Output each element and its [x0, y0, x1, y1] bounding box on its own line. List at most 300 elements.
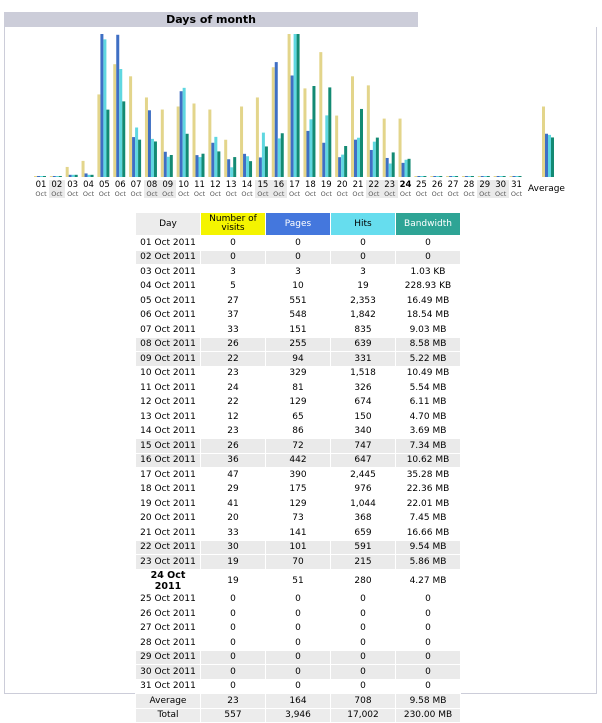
- cell-pages: 10: [266, 279, 331, 294]
- bar-bandwidth-day-22: [376, 138, 379, 177]
- cell-pages: 72: [266, 439, 331, 454]
- bar-visits-day-28: [462, 176, 465, 177]
- cell-visits: 29: [201, 482, 266, 497]
- bar-bandwidth-day-16: [281, 133, 284, 177]
- cell-day: 30 Oct 2011: [136, 665, 201, 680]
- cell-pages: 329: [266, 366, 331, 381]
- cell-visits: 30: [201, 540, 266, 555]
- cell-bandwidth: 16.66 MB: [396, 526, 461, 541]
- day-number: 16: [273, 180, 285, 190]
- cell-pages: 551: [266, 294, 331, 309]
- bar-hits-day-31: [516, 176, 519, 177]
- bar-hits-day-29: [484, 176, 487, 177]
- day-label-24: [398, 180, 414, 198]
- day-month: Oct: [130, 190, 142, 198]
- table-row: [136, 569, 461, 592]
- cell-pages: 0: [266, 592, 331, 607]
- bar-bandwidth-day-20: [344, 146, 347, 177]
- table-row: [136, 607, 461, 622]
- bar-bandwidth-day-8: [154, 141, 157, 177]
- cell-day: 03 Oct 2011: [136, 265, 201, 280]
- bar-pages-day-8: [148, 110, 151, 177]
- table-row: [136, 236, 461, 251]
- bar-hits-day-19: [325, 115, 328, 177]
- day-month: Oct: [67, 190, 79, 198]
- bar-pages-day-9: [164, 152, 167, 177]
- bar-bandwidth-day-1: [43, 176, 46, 177]
- cell-day: 07 Oct 2011: [136, 323, 201, 338]
- cell-pages: 0: [266, 607, 331, 622]
- day-label-06: [112, 180, 128, 198]
- total-row: [136, 708, 461, 723]
- table-row: [136, 511, 461, 526]
- day-label-26: [429, 180, 445, 198]
- bar-hits-day-15: [262, 133, 265, 177]
- cell-bandwidth: 3.69 MB: [396, 424, 461, 439]
- bar-hits-day-7: [135, 128, 138, 177]
- bar-visits-day-19: [319, 52, 322, 177]
- cell-day: 31 Oct 2011: [136, 679, 201, 694]
- cell-hits: 674: [331, 395, 396, 410]
- cell-pages: 151: [266, 323, 331, 338]
- bar-visits-day-25: [414, 176, 417, 177]
- cell-day: 23 Oct 2011: [136, 555, 201, 570]
- day-month: Oct: [257, 190, 269, 198]
- bar-bandwidth-day-15: [265, 146, 268, 177]
- day-number: 11: [194, 180, 205, 190]
- header-day: Day: [136, 213, 201, 236]
- bar-hits-day-24: [405, 160, 408, 177]
- cell-pages: 81: [266, 381, 331, 396]
- cell-day: 26 Oct 2011: [136, 607, 201, 622]
- cell-hits: 1,518: [331, 366, 396, 381]
- bar-hits-day-9: [167, 157, 170, 177]
- bar-visits-day-10: [177, 107, 180, 177]
- table-row: [136, 308, 461, 323]
- cell-hits: 0: [331, 621, 396, 636]
- day-month: Oct: [35, 190, 47, 198]
- header-pages: Pages: [266, 213, 331, 236]
- cell-day: 19 Oct 2011: [136, 497, 201, 512]
- day-label-15: [255, 180, 271, 198]
- cell-day: 20 Oct 2011: [136, 511, 201, 526]
- day-month: Oct: [51, 190, 63, 198]
- day-month: Oct: [114, 190, 126, 198]
- table-row: [136, 526, 461, 541]
- cell-hits: 0: [331, 236, 396, 251]
- bar-visits-day-2: [50, 176, 53, 177]
- day-month: Oct: [431, 190, 443, 198]
- bar-visits-day-9: [161, 110, 164, 177]
- day-number: 05: [98, 180, 110, 190]
- day-number: 13: [225, 180, 237, 190]
- cell-visits: 26: [201, 337, 266, 352]
- bar-bandwidth-day-28: [471, 176, 474, 177]
- cell-day: 14 Oct 2011: [136, 424, 201, 439]
- cell-visits: 41: [201, 497, 266, 512]
- day-label-19: [318, 180, 334, 198]
- cell-day: 02 Oct 2011: [136, 250, 201, 265]
- day-label-21: [350, 180, 366, 198]
- cell-pages: 94: [266, 352, 331, 367]
- cell-day: 25 Oct 2011: [136, 592, 201, 607]
- average-label-cell: Average: [136, 694, 201, 709]
- cell-day: 06 Oct 2011: [136, 308, 201, 323]
- day-month: Oct: [336, 190, 348, 198]
- bar-visits-day-22: [367, 85, 370, 177]
- bar-hits-day-10: [183, 88, 186, 177]
- table-row: [136, 381, 461, 396]
- cell-hits: 659: [331, 526, 396, 541]
- cell-day: 27 Oct 2011: [136, 621, 201, 636]
- bar-visits-day-26: [430, 176, 433, 177]
- cell-day: 24 Oct 2011: [136, 569, 201, 592]
- cell-bandwidth: 0: [396, 607, 461, 622]
- bar-bandwidth-day-18: [312, 86, 315, 177]
- day-number: 17: [289, 180, 300, 190]
- bar-visits-day-30: [494, 176, 497, 177]
- day-label-22: [366, 180, 382, 198]
- bar-pages-day-7: [132, 137, 135, 177]
- day-month: Oct: [399, 190, 412, 198]
- bar-bandwidth-day-31: [519, 176, 522, 177]
- bar-bandwidth-day-2: [59, 176, 62, 177]
- day-month: Oct: [98, 190, 111, 198]
- average-visits-cell: 23: [201, 694, 266, 709]
- cell-bandwidth: 7.34 MB: [396, 439, 461, 454]
- bar-hits-day-11: [199, 157, 202, 177]
- bar-hits-day-21: [357, 138, 360, 177]
- day-month: Oct: [510, 190, 523, 198]
- day-label-23: [382, 180, 398, 198]
- day-month: Oct: [193, 190, 206, 198]
- bar-visits-day-20: [335, 116, 338, 177]
- bar-pages-average: [545, 134, 548, 177]
- cell-pages: 0: [266, 665, 331, 680]
- bar-hits-day-22: [373, 142, 376, 177]
- table-row: [136, 453, 461, 468]
- bar-visits-day-13: [224, 140, 227, 177]
- day-month: Oct: [495, 190, 507, 198]
- cell-bandwidth: 10.62 MB: [396, 453, 461, 468]
- day-label-13: [223, 180, 239, 198]
- cell-hits: 0: [331, 592, 396, 607]
- cell-visits: 0: [201, 592, 266, 607]
- cell-pages: 255: [266, 337, 331, 352]
- cell-bandwidth: 6.11 MB: [396, 395, 461, 410]
- total-hits-cell: 17,002: [331, 708, 396, 723]
- table-row: [136, 636, 461, 651]
- day-month: Oct: [162, 190, 174, 198]
- day-label-28: [461, 180, 477, 198]
- cell-hits: 1,842: [331, 308, 396, 323]
- cell-visits: 22: [201, 352, 266, 367]
- cell-day: 21 Oct 2011: [136, 526, 201, 541]
- bar-pages-day-22: [370, 150, 373, 177]
- cell-day: 08 Oct 2011: [136, 337, 201, 352]
- bar-hits-day-26: [436, 176, 439, 177]
- day-label-17: [287, 180, 303, 198]
- cell-pages: 129: [266, 395, 331, 410]
- cell-bandwidth: 0: [396, 665, 461, 680]
- cell-bandwidth: 4.70 MB: [396, 410, 461, 425]
- cell-pages: 51: [266, 569, 331, 592]
- day-month: Oct: [415, 190, 428, 198]
- day-label-01: [33, 180, 49, 198]
- cell-bandwidth: 10.49 MB: [396, 366, 461, 381]
- table-row: [136, 679, 461, 694]
- cell-day: 04 Oct 2011: [136, 279, 201, 294]
- day-label-20: [334, 180, 350, 198]
- cell-bandwidth: 16.49 MB: [396, 294, 461, 309]
- cell-day: 29 Oct 2011: [136, 650, 201, 665]
- bar-hits-day-30: [500, 176, 503, 177]
- table-row: [136, 250, 461, 265]
- cell-hits: 0: [331, 636, 396, 651]
- bar-bandwidth-day-25: [423, 176, 426, 177]
- cell-bandwidth: 9.03 MB: [396, 323, 461, 338]
- cell-bandwidth: 9.54 MB: [396, 540, 461, 555]
- bar-bandwidth-day-3: [75, 175, 78, 177]
- bar-visits-day-18: [303, 88, 306, 177]
- cell-hits: 0: [331, 250, 396, 265]
- cell-bandwidth: 0: [396, 592, 461, 607]
- daily-stats-table: [135, 212, 461, 723]
- cell-day: 10 Oct 2011: [136, 366, 201, 381]
- table-row: [136, 555, 461, 570]
- bar-hits-day-18: [309, 119, 312, 177]
- table-row: [136, 265, 461, 280]
- bar-pages-day-16: [275, 62, 278, 177]
- table-row: [136, 621, 461, 636]
- bar-visits-day-6: [113, 64, 116, 177]
- cell-visits: 22: [201, 395, 266, 410]
- bar-visits-day-4: [82, 161, 85, 177]
- day-number: 30: [495, 180, 507, 190]
- bar-pages-day-25: [417, 176, 420, 177]
- cell-pages: 0: [266, 679, 331, 694]
- cell-bandwidth: 1.03 KB: [396, 265, 461, 280]
- cell-pages: 0: [266, 250, 331, 265]
- bar-bandwidth-day-21: [360, 109, 363, 177]
- cell-pages: 129: [266, 497, 331, 512]
- cell-hits: 0: [331, 679, 396, 694]
- cell-visits: 23: [201, 366, 266, 381]
- cell-bandwidth: 35.28 MB: [396, 468, 461, 483]
- bar-visits-day-7: [129, 76, 132, 177]
- cell-hits: 1,044: [331, 497, 396, 512]
- cell-pages: 390: [266, 468, 331, 483]
- bar-pages-day-24: [402, 163, 405, 177]
- cell-day: 11 Oct 2011: [136, 381, 201, 396]
- day-number: 29: [479, 180, 491, 190]
- cell-visits: 27: [201, 294, 266, 309]
- day-number: 04: [83, 180, 94, 190]
- bar-pages-day-5: [100, 34, 103, 177]
- cell-pages: 73: [266, 511, 331, 526]
- table-row: [136, 540, 461, 555]
- bar-bandwidth-day-10: [186, 134, 189, 177]
- day-label-18: [302, 180, 318, 198]
- bar-pages-day-12: [211, 143, 214, 177]
- cell-visits: 33: [201, 526, 266, 541]
- day-month: Oct: [209, 190, 221, 198]
- bar-hits-day-4: [88, 175, 91, 177]
- bar-bandwidth-day-4: [91, 175, 94, 177]
- bar-hits-day-1: [40, 176, 43, 177]
- cell-hits: 835: [331, 323, 396, 338]
- bar-bandwidth-day-12: [217, 151, 220, 177]
- day-number: 23: [384, 180, 396, 190]
- bar-visits-day-3: [66, 167, 69, 177]
- cell-day: 17 Oct 2011: [136, 468, 201, 483]
- day-month: Oct: [304, 190, 317, 198]
- day-label-05: [96, 180, 112, 198]
- day-month: Oct: [225, 190, 237, 198]
- header-visits: Number of visits: [201, 213, 266, 236]
- cell-visits: 5: [201, 279, 266, 294]
- bar-visits-day-1: [34, 176, 37, 177]
- bar-visits-day-27: [446, 176, 449, 177]
- day-month: Oct: [368, 190, 380, 198]
- bar-pages-day-1: [37, 176, 40, 177]
- day-label-14: [239, 180, 255, 198]
- table-row: [136, 665, 461, 680]
- day-number: 27: [447, 180, 459, 190]
- table-row: [136, 294, 461, 309]
- cell-day: 15 Oct 2011: [136, 439, 201, 454]
- table-row: [136, 482, 461, 497]
- cell-bandwidth: 0: [396, 250, 461, 265]
- cell-visits: 0: [201, 607, 266, 622]
- bar-hits-day-6: [119, 69, 122, 177]
- average-pages-cell: 164: [266, 694, 331, 709]
- day-number: 10: [178, 180, 190, 190]
- day-month: Oct: [352, 190, 364, 198]
- bar-pages-day-3: [69, 175, 72, 177]
- table-row: [136, 366, 461, 381]
- cell-day: 05 Oct 2011: [136, 294, 201, 309]
- cell-day: 09 Oct 2011: [136, 352, 201, 367]
- bar-bandwidth-day-24: [408, 159, 411, 177]
- cell-visits: 0: [201, 650, 266, 665]
- bar-hits-day-5: [103, 39, 106, 177]
- table-row: [136, 592, 461, 607]
- cell-hits: 368: [331, 511, 396, 526]
- day-number: 02: [51, 180, 63, 190]
- bar-hits-day-12: [214, 137, 217, 177]
- table-row: [136, 352, 461, 367]
- cell-pages: 70: [266, 555, 331, 570]
- cell-bandwidth: 22.01 MB: [396, 497, 461, 512]
- cell-pages: 86: [266, 424, 331, 439]
- cell-pages: 65: [266, 410, 331, 425]
- average-axis-label: Average: [528, 184, 565, 194]
- bar-hits-day-2: [56, 176, 59, 177]
- cell-day: 12 Oct 2011: [136, 395, 201, 410]
- bar-pages-day-31: [513, 176, 516, 177]
- average-row: [136, 694, 461, 709]
- day-label-11: [192, 180, 208, 198]
- bar-pages-day-28: [465, 176, 468, 177]
- day-number: 22: [368, 180, 380, 190]
- bar-pages-day-11: [196, 155, 199, 177]
- bar-pages-day-18: [306, 131, 309, 177]
- day-month: Oct: [479, 190, 491, 198]
- day-month: Oct: [288, 190, 301, 198]
- cell-visits: 0: [201, 236, 266, 251]
- cell-hits: 747: [331, 439, 396, 454]
- cell-bandwidth: 0: [396, 621, 461, 636]
- table-header-row: [136, 213, 461, 236]
- cell-hits: 280: [331, 569, 396, 592]
- day-number: 24: [399, 180, 412, 190]
- bar-hits-day-27: [452, 176, 455, 177]
- cell-hits: 976: [331, 482, 396, 497]
- day-number: 28: [463, 180, 475, 190]
- bar-pages-day-6: [116, 35, 119, 177]
- bar-visits-day-17: [288, 34, 291, 177]
- total-bandwidth-cell: 230.00 MB: [396, 708, 461, 723]
- bar-pages-day-17: [291, 75, 294, 177]
- section-title: Days of month: [4, 12, 418, 28]
- cell-bandwidth: 8.58 MB: [396, 337, 461, 352]
- day-number: 07: [130, 180, 142, 190]
- cell-hits: 2,445: [331, 468, 396, 483]
- header-bandwidth: Bandwidth: [396, 213, 461, 236]
- bar-visits-day-16: [272, 67, 275, 177]
- day-label-30: [493, 180, 509, 198]
- bar-pages-day-20: [338, 157, 341, 177]
- bar-hits-day-13: [230, 167, 233, 177]
- cell-pages: 442: [266, 453, 331, 468]
- cell-visits: 47: [201, 468, 266, 483]
- average-bandwidth-cell: 9.58 MB: [396, 694, 461, 709]
- day-number: 31: [511, 180, 522, 190]
- cell-hits: 215: [331, 555, 396, 570]
- cell-visits: 37: [201, 308, 266, 323]
- cell-hits: 331: [331, 352, 396, 367]
- bar-bandwidth-day-19: [328, 87, 331, 177]
- bar-pages-day-29: [481, 176, 484, 177]
- bar-visits-day-23: [383, 119, 386, 177]
- bar-visits-day-11: [193, 103, 196, 177]
- cell-pages: 0: [266, 621, 331, 636]
- cell-hits: 19: [331, 279, 396, 294]
- day-label-31: [509, 180, 525, 198]
- cell-pages: 0: [266, 650, 331, 665]
- day-month: Oct: [178, 190, 190, 198]
- cell-hits: 0: [331, 607, 396, 622]
- day-label-10: [176, 180, 192, 198]
- day-label-02: [49, 180, 65, 198]
- bar-hits-day-16: [278, 138, 281, 177]
- bar-bandwidth-day-13: [233, 157, 236, 177]
- table-row: [136, 650, 461, 665]
- total-pages-cell: 3,946: [266, 708, 331, 723]
- cell-day: 22 Oct 2011: [136, 540, 201, 555]
- cell-pages: 175: [266, 482, 331, 497]
- day-label-12: [207, 180, 223, 198]
- bar-visits-day-12: [208, 110, 211, 177]
- header-hits: Hits: [331, 213, 396, 236]
- bar-visits-day-5: [97, 94, 100, 177]
- bar-pages-day-10: [180, 91, 183, 177]
- cell-visits: 26: [201, 439, 266, 454]
- day-number: 21: [352, 180, 364, 190]
- bar-bandwidth-day-5: [106, 110, 109, 177]
- total-visits-cell: 557: [201, 708, 266, 723]
